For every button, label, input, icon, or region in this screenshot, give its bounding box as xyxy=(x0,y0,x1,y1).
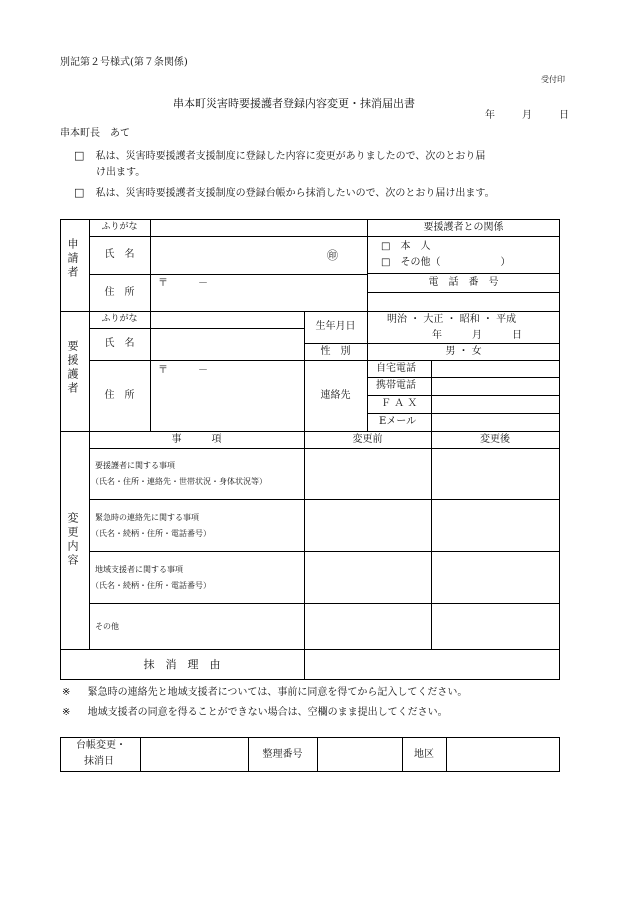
person-furigana-field[interactable] xyxy=(150,311,304,328)
applicant-furigana-label: ふりがな xyxy=(101,222,138,232)
changes-section-label: 変更内容 xyxy=(66,512,79,568)
seal-mark: ㊞ xyxy=(327,249,338,262)
note-blank xyxy=(62,708,448,718)
change-row-note: （氏名・続柄・住所・電話番号） xyxy=(91,581,211,590)
option-delete-text: 私は、災害時要援護者支援制度の登録台帳から抹消したいので、次のとおり届け出ます。 xyxy=(95,188,495,199)
col-item-header: 事 項 xyxy=(171,433,222,445)
person-address-label: 住 所 xyxy=(104,389,135,401)
note-mark: ※ xyxy=(62,707,71,718)
delete-reason-label: 抹 消 理 由 xyxy=(143,657,221,671)
applicant-section-label: 申請者 xyxy=(66,238,79,280)
change-row-before-field[interactable] xyxy=(304,448,431,499)
change-row-title: 緊急時の連絡先に関する事項 xyxy=(95,513,199,522)
col-after-header: 変更後 xyxy=(480,433,510,445)
change-row-title: 地域支援者に関する事項 xyxy=(95,565,183,574)
person-name-field[interactable] xyxy=(150,328,304,360)
district-label: 地区 xyxy=(414,748,434,760)
contact-mobile-field[interactable] xyxy=(431,377,559,395)
contact-home-field[interactable] xyxy=(431,360,559,377)
option-change[interactable] xyxy=(74,150,485,162)
date-day-label: 日 xyxy=(559,110,569,121)
addressee: 串本町長 あて xyxy=(60,128,130,139)
contact-mobile-label: 携帯電話 xyxy=(376,380,416,391)
sex-label: 性 別 xyxy=(320,345,351,357)
control-number-field[interactable] xyxy=(317,737,402,772)
note-consent-text: 緊急時の連絡先と地域支援者については、事前に同意を得てから記入してください。 xyxy=(87,687,468,698)
change-row-after-field[interactable] xyxy=(431,499,559,551)
district-field[interactable] xyxy=(446,737,559,772)
option-change-text: 私は、災害時要援護者支援制度に登録した内容に変更がありましたので、次のとおり届 xyxy=(95,151,486,162)
delete-reason-field[interactable] xyxy=(304,649,559,679)
contact-email-label: Eメール xyxy=(379,416,417,427)
ledger-date-field[interactable] xyxy=(140,737,248,772)
change-row-before-field[interactable] xyxy=(304,603,431,649)
change-row-note: （氏名・続柄・住所・電話番号） xyxy=(91,529,211,538)
contact-home-label: 自宅電話 xyxy=(376,362,416,374)
change-row-after-field[interactable] xyxy=(431,551,559,603)
change-row-before-field[interactable] xyxy=(304,499,431,551)
birth-ymd[interactable]: 年 月 日 xyxy=(432,330,522,341)
person-name-label: 氏 名 xyxy=(104,338,135,349)
change-row-after-field[interactable] xyxy=(431,603,559,649)
applicant-address-label: 住 所 xyxy=(104,286,135,298)
option-delete[interactable] xyxy=(74,187,495,199)
contact-fax-field[interactable] xyxy=(431,395,559,413)
relation-header: 要援護者との関係 xyxy=(423,221,504,233)
applicant-postal: 〒 － xyxy=(158,278,208,289)
relation-self-option[interactable]: □ 本 人 xyxy=(381,241,431,252)
applicant-phone-label: 電 話 番 号 xyxy=(428,277,499,288)
relation-other-option[interactable]: □ その他（ ） xyxy=(381,257,511,268)
person-section-label: 要援護者 xyxy=(66,340,79,396)
change-row-note: （氏名・住所・連絡先・世帯状況・身体状況等） xyxy=(91,477,267,486)
checkbox-delete[interactable]: □ xyxy=(74,186,85,199)
control-number-label: 整理番号 xyxy=(262,748,303,760)
change-row-before-field[interactable] xyxy=(304,551,431,603)
contact-fax-label: Ｆ Ａ Ｘ xyxy=(381,398,418,409)
birth-era-options[interactable]: 明治 ・ 大正 ・ 昭和 ・ 平成 xyxy=(387,314,517,325)
contact-label: 連絡先 xyxy=(320,389,351,401)
person-postal: 〒 － xyxy=(158,365,208,376)
document-title: 串本町災害時要援護者登録内容変更・抹消届出書 xyxy=(173,97,415,110)
applicant-name-label: 氏 名 xyxy=(104,249,135,260)
col-before-header: 変更前 xyxy=(352,433,383,445)
birthdate-label: 生年月日 xyxy=(315,321,356,332)
note-mark: ※ xyxy=(62,687,71,698)
form-code: 別記第２号様式(第７条関係) xyxy=(60,57,188,68)
applicant-furigana-field[interactable] xyxy=(150,219,367,236)
checkbox-change[interactable]: □ xyxy=(74,149,85,162)
date-year-label: 年 xyxy=(485,110,495,121)
sex-options[interactable]: 男 ・ 女 xyxy=(445,345,482,357)
change-row-title: 要援護者に関する事項 xyxy=(95,461,175,470)
contact-email-field[interactable] xyxy=(431,413,559,431)
person-furigana-label: ふりがな xyxy=(101,314,138,324)
ledger-date-label-line2: 抹消日 xyxy=(84,756,114,767)
ledger-date-label-line1: 台帳変更・ xyxy=(76,740,126,751)
option-change-text-cont: け出ます。 xyxy=(96,167,146,178)
note-blank-text: 地域支援者の同意を得ることができない場合は、空欄のまま提出してください。 xyxy=(87,707,448,718)
change-row-title: その他 xyxy=(95,622,119,631)
applicant-phone-field[interactable] xyxy=(367,292,560,311)
date-month-label: 月 xyxy=(522,110,532,121)
stamp-label: 受付印 xyxy=(541,75,565,84)
change-row-after-field[interactable] xyxy=(431,448,559,499)
note-consent xyxy=(62,688,467,698)
